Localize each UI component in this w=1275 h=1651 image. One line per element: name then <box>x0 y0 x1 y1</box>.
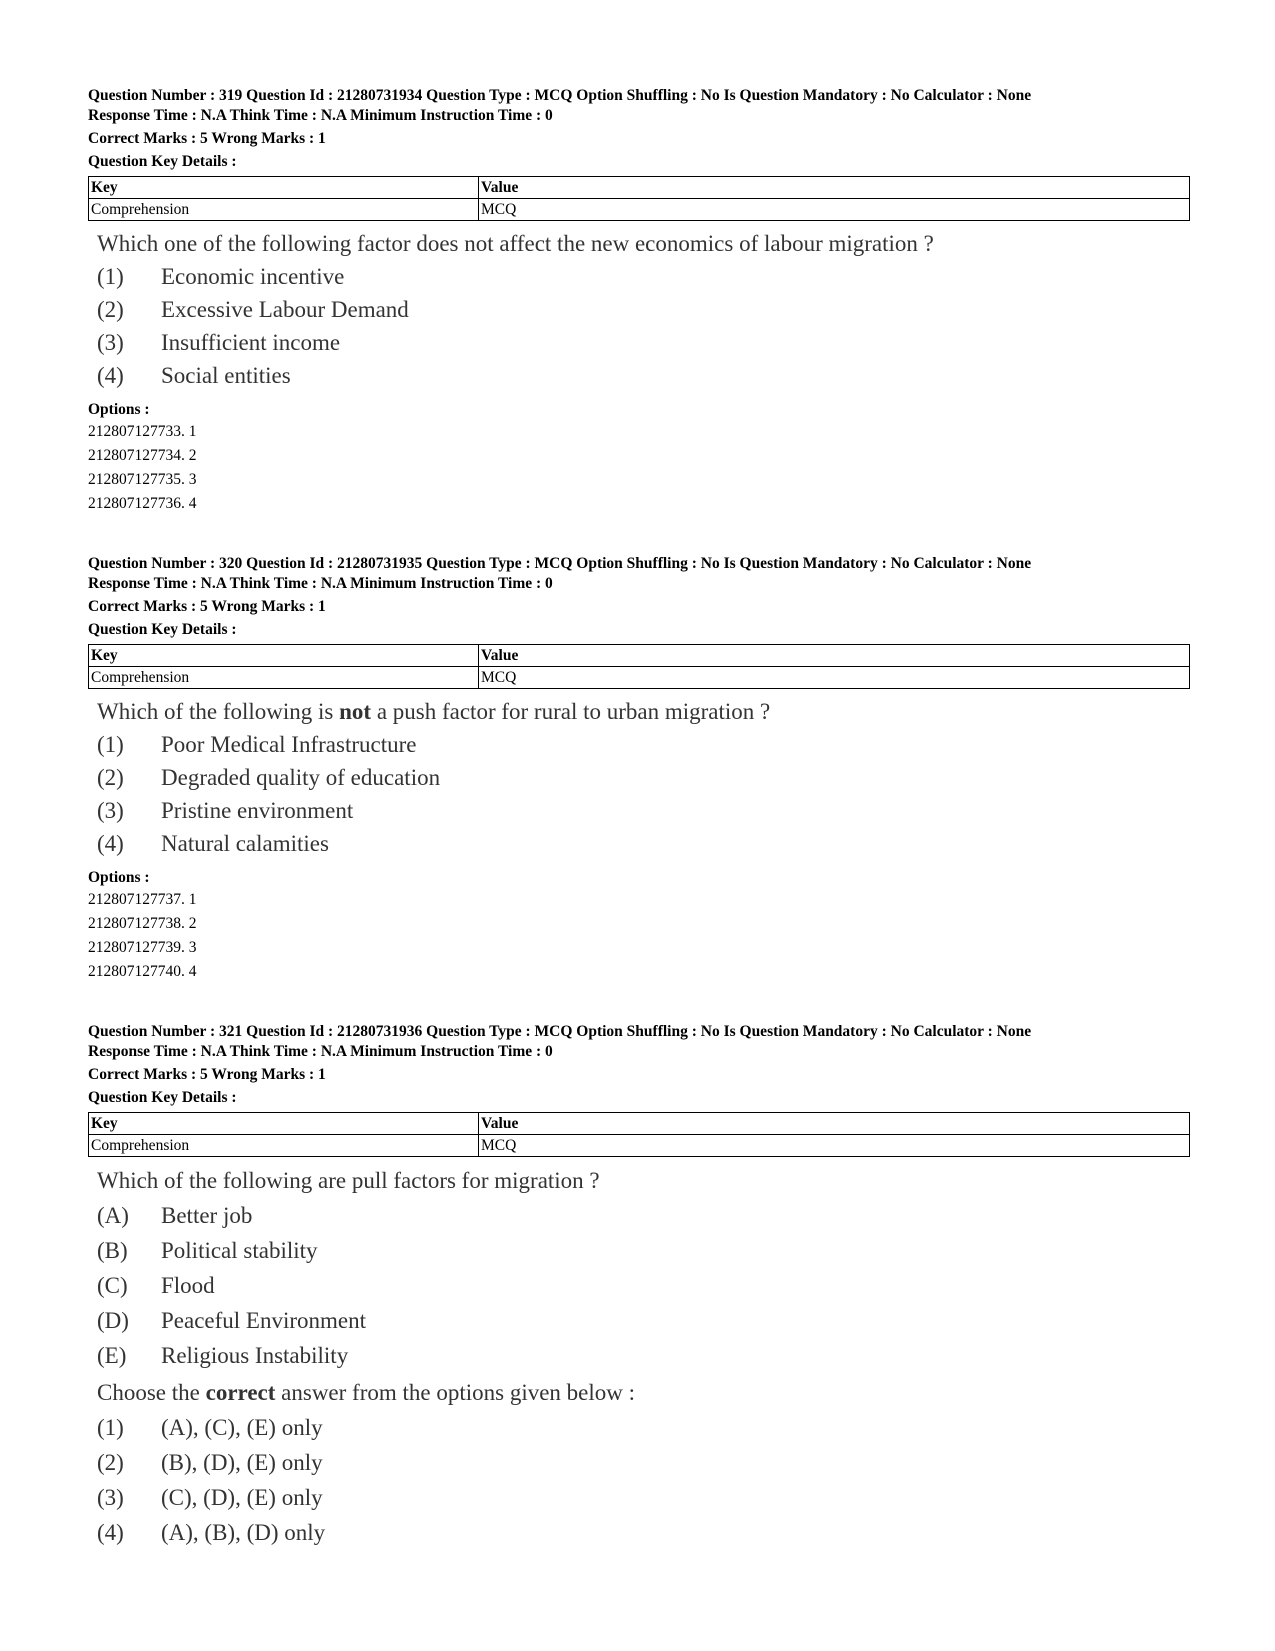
table-cell-value: MCQ <box>479 667 1190 689</box>
choice-text: Degraded quality of education <box>161 765 441 790</box>
option-id-item: 212807127737. 1 <box>88 891 197 908</box>
table-cell-value: MCQ <box>479 1135 1190 1157</box>
choice-text: Economic incentive <box>161 264 345 289</box>
key-details-table <box>88 176 1190 221</box>
marks-line: Correct Marks : 5 Wrong Marks : 1 <box>88 1066 326 1083</box>
choice-text: Poor Medical Infrastructure <box>161 732 417 757</box>
table-header-key: Key <box>89 645 479 667</box>
choice-number: (4) <box>97 831 124 856</box>
table-header-key: Key <box>89 1113 479 1135</box>
choice-number: (4) <box>97 363 124 388</box>
statement-text: Political stability <box>161 1238 318 1263</box>
table-cell-key: Comprehension <box>89 1135 479 1157</box>
instruction-text-part: answer from the options given below : <box>275 1380 636 1405</box>
choice-number: (3) <box>97 1485 124 1510</box>
choice-number: (2) <box>97 765 124 790</box>
statement-label: (A) <box>97 1203 129 1228</box>
key-details-label: Question Key Details : <box>88 621 237 638</box>
choice-number: (1) <box>97 264 124 289</box>
choice-item <box>97 1515 1190 1550</box>
choice-text: Excessive Labour Demand <box>161 297 409 322</box>
options-label: Options : <box>88 869 150 886</box>
table-header-row <box>89 1113 1190 1135</box>
question-319 <box>88 86 1190 516</box>
statement-item <box>97 1233 1190 1268</box>
choice-number: (2) <box>97 1450 124 1475</box>
option-id-item: 212807127733. 1 <box>88 423 197 440</box>
option-id-item: 212807127734. 2 <box>88 447 197 464</box>
choice-number: (4) <box>97 1520 124 1545</box>
statement-label: (E) <box>97 1343 127 1368</box>
choice-item <box>97 326 1190 359</box>
table-cell-key: Comprehension <box>89 199 479 221</box>
marks-line: Correct Marks : 5 Wrong Marks : 1 <box>88 130 326 147</box>
choice-item <box>97 761 1190 794</box>
choice-text: Pristine environment <box>161 798 354 823</box>
choice-number: (3) <box>97 330 124 355</box>
question-content <box>97 1163 1190 1550</box>
choice-item <box>97 794 1190 827</box>
statement-text: Flood <box>161 1273 215 1298</box>
choice-number: (1) <box>97 732 124 757</box>
choice-text: (A), (B), (D) only <box>161 1520 326 1545</box>
choice-item <box>97 827 1190 860</box>
choice-item <box>97 260 1190 293</box>
statement-label: (C) <box>97 1273 128 1298</box>
statement-text: Peaceful Environment <box>161 1308 367 1333</box>
question-meta-line2: Response Time : N.A Think Time : N.A Minimum Instruction Time : 0 <box>88 575 553 592</box>
option-id-item: 212807127739. 3 <box>88 939 197 956</box>
statement-text: Religious Instability <box>161 1343 349 1368</box>
statement-label: (B) <box>97 1238 128 1263</box>
statement-item <box>97 1303 1190 1338</box>
choice-text: (C), (D), (E) only <box>161 1485 323 1510</box>
choice-text: Social entities <box>161 363 291 388</box>
question-321 <box>88 1022 1190 1550</box>
question-content <box>97 695 1190 860</box>
statement-item <box>97 1198 1190 1233</box>
choice-item <box>97 1480 1190 1515</box>
question-text-part: Which of the following is <box>97 699 340 724</box>
choice-text: (B), (D), (E) only <box>161 1450 323 1475</box>
table-row <box>89 667 1190 689</box>
table-row <box>89 199 1190 221</box>
table-header-value: Value <box>479 177 1190 199</box>
table-cell-value: MCQ <box>479 199 1190 221</box>
choice-number: (1) <box>97 1415 124 1440</box>
question-emphasis: not <box>339 699 372 724</box>
key-details-label: Question Key Details : <box>88 1089 237 1106</box>
table-header-value: Value <box>479 1113 1190 1135</box>
marks-line: Correct Marks : 5 Wrong Marks : 1 <box>88 598 326 615</box>
question-text <box>97 695 1190 728</box>
choice-item <box>97 728 1190 761</box>
question-content <box>97 227 1190 392</box>
choice-number: (3) <box>97 798 124 823</box>
choice-text: (A), (C), (E) only <box>161 1415 323 1440</box>
option-id-item: 212807127735. 3 <box>88 471 197 488</box>
table-header-row <box>89 177 1190 199</box>
question-meta-line2: Response Time : N.A Think Time : N.A Minimum Instruction Time : 0 <box>88 1043 553 1060</box>
choice-item <box>97 1445 1190 1480</box>
choice-number: (2) <box>97 297 124 322</box>
choice-text: Insufficient income <box>161 330 341 355</box>
table-header-value: Value <box>479 645 1190 667</box>
options-label: Options : <box>88 401 150 418</box>
table-cell-key: Comprehension <box>89 667 479 689</box>
table-header-key: Key <box>89 177 479 199</box>
question-320 <box>88 554 1190 984</box>
choice-item <box>97 1410 1190 1445</box>
option-id-item: 212807127740. 4 <box>88 963 197 980</box>
question-meta-line2: Response Time : N.A Think Time : N.A Minimum Instruction Time : 0 <box>88 107 553 124</box>
answer-instruction <box>97 1375 1190 1410</box>
statement-item <box>97 1268 1190 1303</box>
option-id-item: 212807127736. 4 <box>88 495 197 512</box>
question-text: Which one of the following factor does not affect the new economics of labour migration ? <box>97 231 934 256</box>
statement-item <box>97 1338 1190 1373</box>
question-meta-line1: Question Number : 321 Question Id : 21280731936 Question Type : MCQ Option Shuffling : No Is Question Mandatory : No Calculator : None <box>88 1023 1032 1040</box>
question-text: Which of the following are pull factors for migration ? <box>97 1168 600 1193</box>
choice-item <box>97 359 1190 392</box>
statement-label: (D) <box>97 1308 129 1333</box>
key-details-table <box>88 644 1190 689</box>
table-row <box>89 1135 1190 1157</box>
option-id-item: 212807127738. 2 <box>88 915 197 932</box>
statement-text: Better job <box>161 1203 253 1228</box>
choice-text: Natural calamities <box>161 831 329 856</box>
question-meta-line1: Question Number : 320 Question Id : 21280731935 Question Type : MCQ Option Shuffling : No Is Question Mandatory : No Calculator : None <box>88 555 1032 572</box>
table-header-row <box>89 645 1190 667</box>
choice-item <box>97 293 1190 326</box>
key-details-label: Question Key Details : <box>88 153 237 170</box>
instruction-emphasis: correct <box>205 1380 276 1405</box>
question-meta-line1: Question Number : 319 Question Id : 21280731934 Question Type : MCQ Option Shuffling : No Is Question Mandatory : No Calculator : None <box>88 87 1032 104</box>
question-text-part: a push factor for rural to urban migration ? <box>371 699 771 724</box>
key-details-table <box>88 1112 1190 1157</box>
instruction-text-part: Choose the <box>97 1380 206 1405</box>
